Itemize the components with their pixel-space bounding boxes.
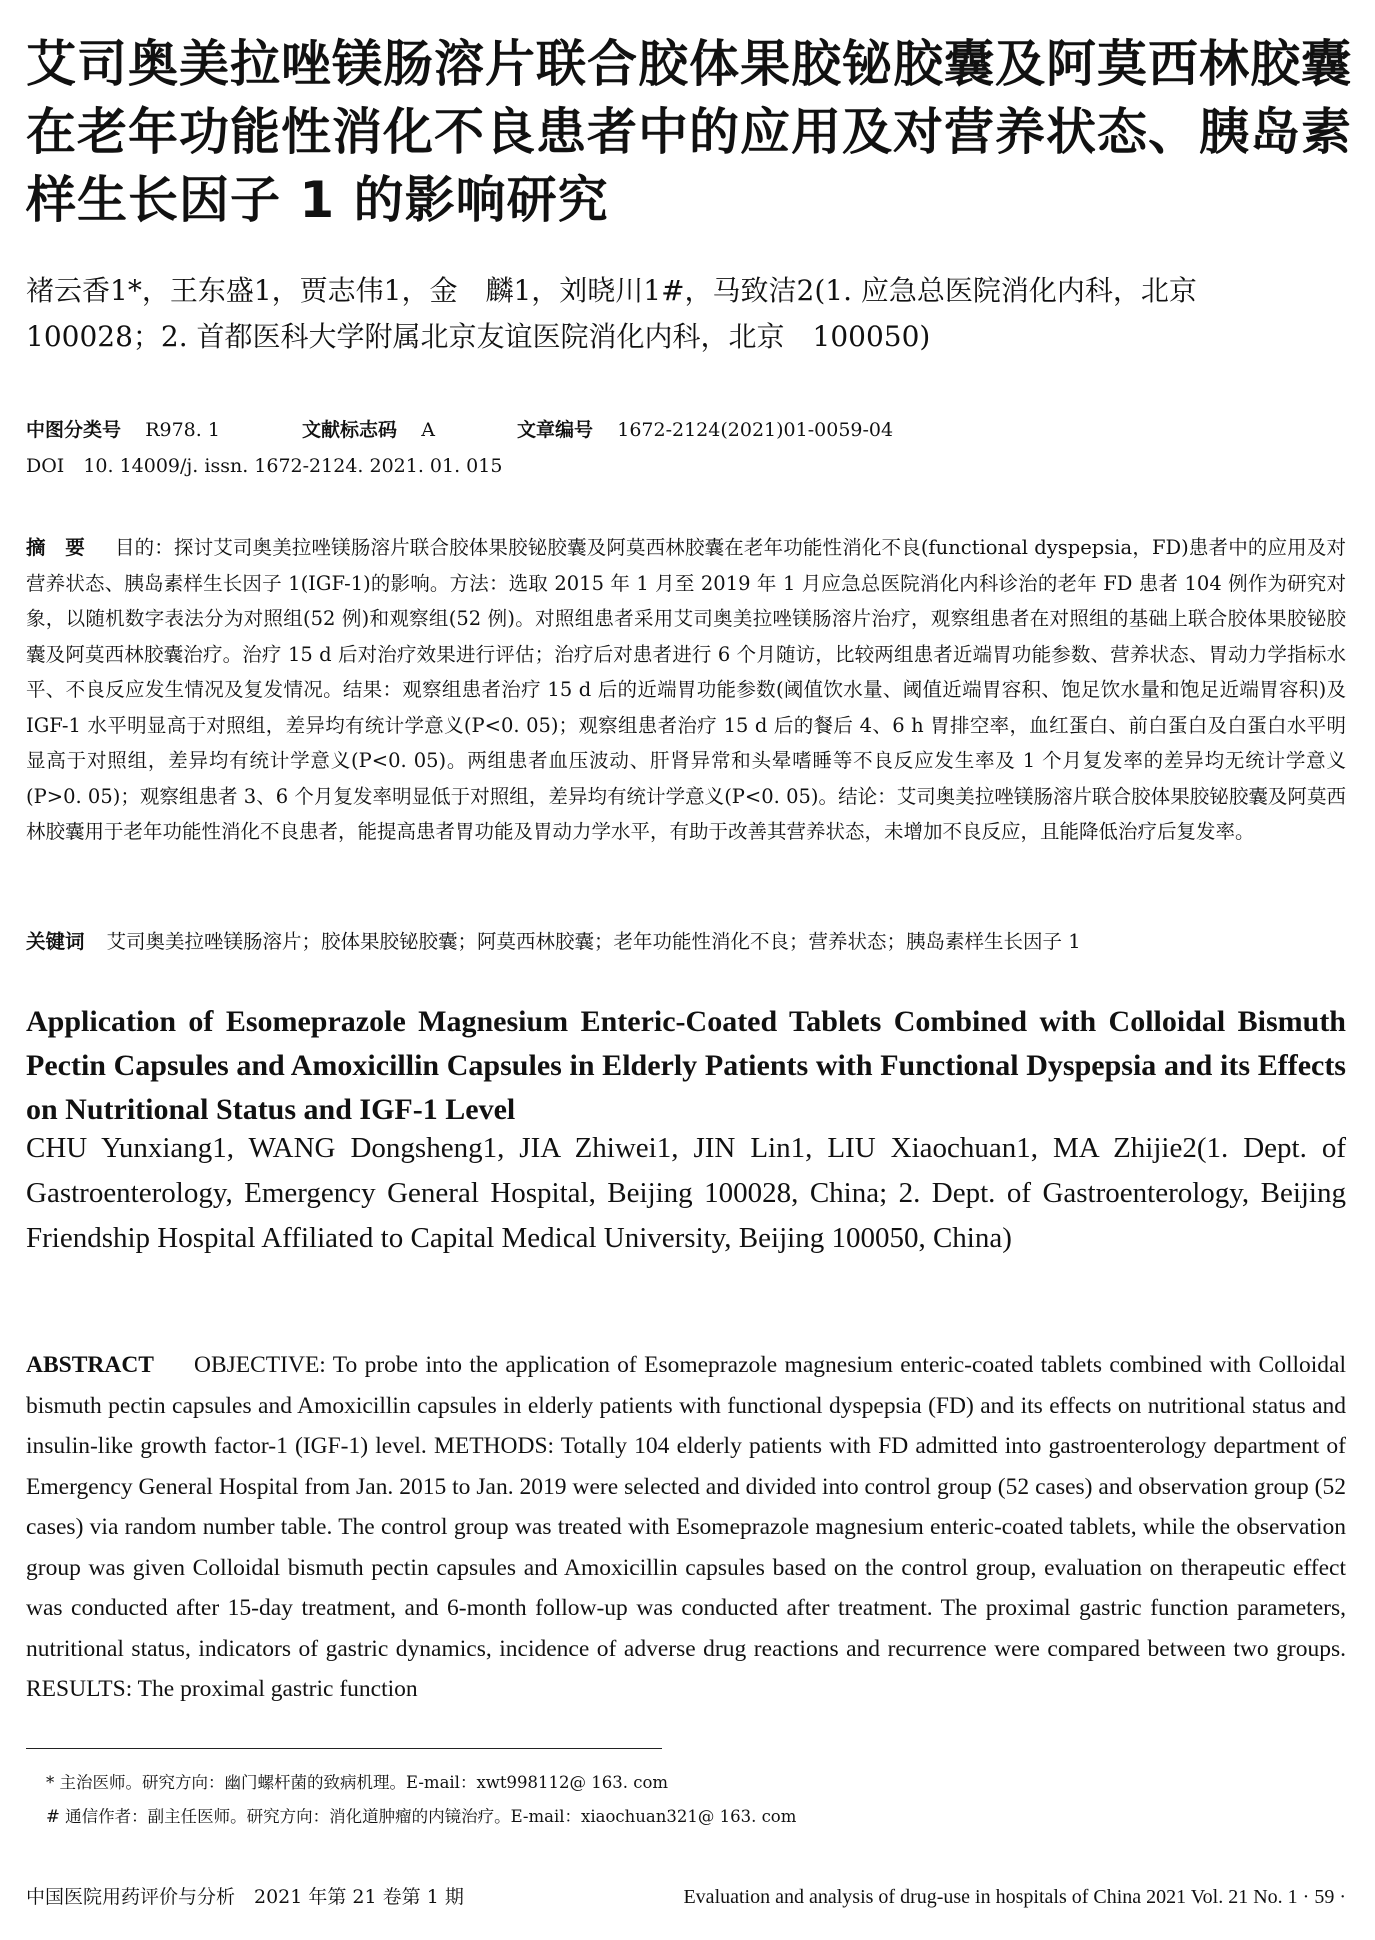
- footnote-corresponding: * 主治医师。研究方向：幽门螺杆菌的致病机理。E-mail：xwt998112@ 163. com: [46, 1773, 669, 1792]
- footnotes: [46, 1766, 1246, 1834]
- footnote-divider: [26, 1748, 662, 1749]
- chinese-abstract-label: 摘 要: [26, 536, 85, 559]
- chinese-keywords-text: 艾司奥美拉唑镁肠溶片；胶体果胶铋胶囊；阿莫西林胶囊；老年功能性消化不良；营养状态；胰岛素样生长因子 1: [106, 930, 1081, 953]
- chinese-title: 艾司奥美拉唑镁肠溶片联合胶体果胶铋胶囊及阿莫西林胶囊在老年功能性消化不良患者中的应用及对营养状态、胰岛素样生长因子 1 的影响研究: [26, 35, 1352, 229]
- clc-value: R978. 1: [145, 419, 220, 441]
- article-no-value: 1672-2124(2021)01-0059-04: [617, 419, 894, 441]
- english-title: Application of Esomeprazole Magnesium Enteric-Coated Tablets Combined with Colloidal Bismuth Pectin Capsules and Amoxicillin Capsules in Elderly Patients with Functional Dyspepsia and its Effects on Nutritional Status and IGF-1 Level: [26, 1005, 1346, 1126]
- english-authors-affiliations: CHU Yunxiang1, WANG Dongsheng1, JIA Zhiwei1, JIN Lin1, LIU Xiaochuan1, MA Zhijie2(1. Dept. of Gastroenterology, Emergency General Hospital, Beijing 100028, China; 2. Dept. of Gastroenterology, Beijing Friendship Hospital Affiliated to Capital Medical University, Beijing 100050, China): [26, 1132, 1346, 1254]
- doc-code-value: A: [421, 419, 435, 441]
- running-footer: [26, 1882, 1346, 1912]
- doc-code-label: 文献标志码: [302, 419, 398, 441]
- article-no-label: 文章编号: [517, 419, 594, 441]
- chinese-keywords: [26, 924, 1346, 959]
- doi: DOI 10. 14009/j. issn. 1672-2124. 2021. 01. 015: [26, 455, 503, 477]
- chinese-keywords-label: 关键词: [26, 930, 85, 953]
- chinese-abstract: [26, 530, 1346, 850]
- classification-line: [26, 412, 1326, 448]
- journal-name-chinese: 中国医院用药评价与分析 2021 年第 21 卷第 1 期: [26, 1886, 464, 1908]
- footnote-correspondence-author: # 通信作者：副主任医师。研究方向：消化道肿瘤的内镜治疗。E-mail：xiaochuan321@ 163. com: [46, 1807, 797, 1826]
- chinese-abstract-text: 目的：探讨艾司奥美拉唑镁肠溶片联合胶体果胶铋胶囊及阿莫西林胶囊在老年功能性消化不良(functional dyspepsia，FD)患者中的应用及对营养状态、胰岛素样生长因子 1(IGF-1)的影响。方法：选取 2015 年 1 月至 2019 年 1 月应急总医院消化内科诊治的老年 FD 患者 104 例作为研究对象，以随机数字表法分为对照组(52 例)和观察组(52 例)。对照组患者采用艾司奥美拉唑镁肠溶片治疗，观察组患者在对照组的基础上联合胶体果胶铋胶囊及阿莫西林胶囊治疗。治疗 15 d 后对治疗效果进行评估；治疗后对患者进行 6 个月随访，比较两组患者近端胃功能参数、营养状态、胃动力学指标水平、不良反应发生情况及复发情况。结果：观察组患者治疗 15 d 后的近端胃功能参数(阈值饮水量、阈值近端胃容积、饱足饮水量和饱足近端胃容积)及 IGF-1 水平明显高于对照组，差异均有统计学意义(P<0. 05)；观察组患者治疗 15 d 后的餐后 4、6 h 胃排空率，血红蛋白、前白蛋白及白蛋白水平明显高于对照组，差异均有统计学意义(P<0. 05)。两组患者血压波动、肝肾异常和头晕嗜睡等不良反应发生率及 1 个月复发率的差异均无统计学意义(P>0. 05)；观察组患者 3、6 个月复发率明显低于对照组，差异均有统计学意义(P<0. 05)。结论：艾司奥美拉唑镁肠溶片联合胶体果胶铋胶囊及阿莫西林胶囊用于老年功能性消化不良患者，能提高患者胃功能及胃动力学水平，有助于改善其营养状态，未增加不良反应，且能降低治疗后复发率。: [26, 536, 1346, 843]
- english-abstract: [26, 1345, 1346, 1710]
- chinese-authors-affiliations: 褚云香1*，王东盛1，贾志伟1，金 麟1，刘晓川1#，马致洁2(1. 应急总医院消化内科，北京 100028；2. 首都医科大学附属北京友谊医院消化内科，北京 100050): [26, 274, 1225, 353]
- english-abstract-label: ABSTRACT: [26, 1352, 154, 1378]
- journal-name-english: Evaluation and analysis of drug-use in hospitals of China 2021 Vol. 21 No. 1 · 59 ·: [683, 1886, 1346, 1908]
- english-abstract-text: OBJECTIVE: To probe into the application of Esomeprazole magnesium enteric-coated tablets combined with Colloidal bismuth pectin capsules and Amoxicillin capsules in elderly patients with functional dyspepsia (FD) and its effects on nutritional status and insulin-like growth factor-1 (IGF-1) level. METHODS: Totally 104 elderly patients with FD admitted into gastroenterology department of Emergency General Hospital from Jan. 2015 to Jan. 2019 were selected and divided into control group (52 cases) and observation group (52 cases) via random number table. The control group was treated with Esomeprazole magnesium enteric-coated tablets, while the observation group was given Colloidal bismuth pectin capsules and Amoxicillin capsules based on the control group, evaluation on therapeutic effect was conducted after 15-day treatment, and 6-month follow-up was conducted after treatment. The proximal gastric function parameters, nutritional status, indicators of gastric dynamics, incidence of adverse drug reactions and recurrence were compared between two groups. RESULTS: The proximal gastric function: [26, 1352, 1346, 1702]
- article-metadata: [26, 412, 1326, 484]
- clc-label: 中图分类号: [26, 419, 122, 441]
